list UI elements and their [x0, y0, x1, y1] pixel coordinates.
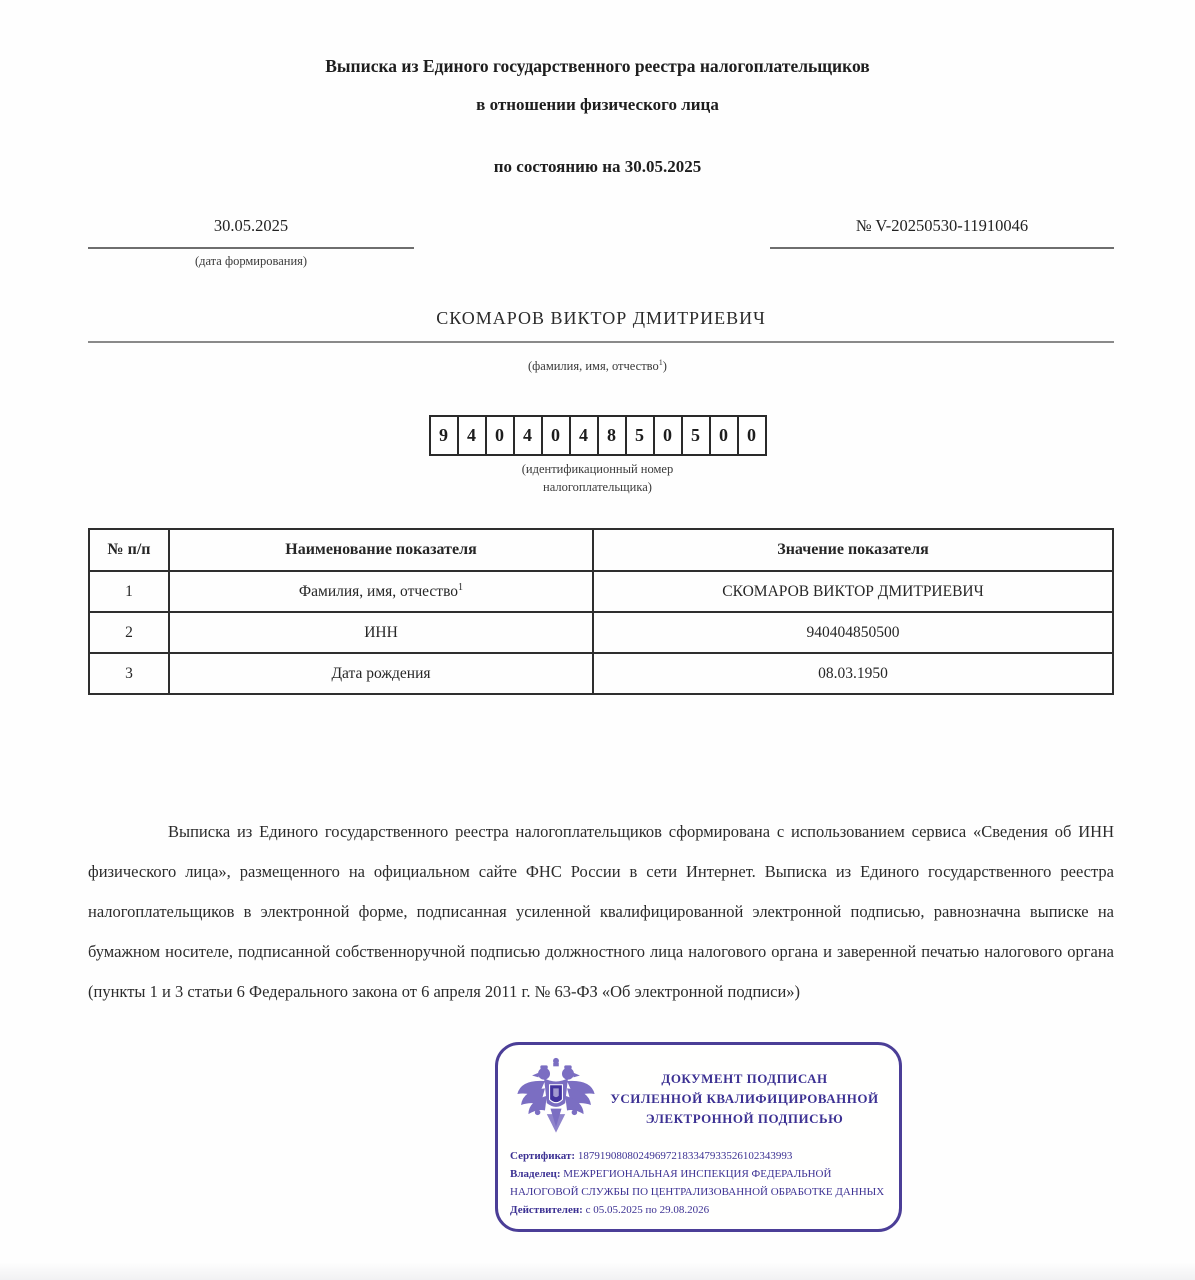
row-indicator-value: 08.03.1950 — [593, 653, 1113, 694]
header-indicator-value: Значение показателя — [593, 529, 1113, 571]
legal-disclaimer-paragraph: Выписка из Единого государственного реестра налогоплательщиков сформирована с использованием сервиса «Сведения об ИНН физического лица», размещенного на официальном сайте ФНС России в сети Интернет. Выписка из Единого государственного реестра налогоплательщиков в электронной форме, подписанная усиленной квалифицированной электронной подписью, равнозначна выписке на бумажном носителе, подписанной собственноручной подписью должностного лица налогового органа и заверенной печатью налогового органа (пункты 1 и 3 статьи 6 Федерального закона от 6 апреля 2011 г. № 63-ФЗ «Об электронной подписи») — [88, 822, 1114, 1001]
stamp-title-block — [602, 1069, 887, 1129]
russian-eagle-emblem-icon — [510, 1055, 602, 1143]
validity-line — [510, 1201, 887, 1219]
indicator-name-text: Фамилия, имя, отчество — [298, 583, 459, 601]
validity-value: с 05.05.2025 по 29.08.2026 — [585, 1204, 710, 1216]
inn-digit-cell: 4 — [569, 415, 599, 456]
table-row — [89, 571, 1113, 612]
inn-caption-line1: (идентификационный номер — [521, 462, 674, 476]
indicators-table — [88, 528, 1114, 695]
inn-digit-cell: 4 — [513, 415, 543, 456]
stamp-title-line2: УСИЛЕННОЙ КВАЛИФИЦИРОВАННОЙ — [610, 1091, 879, 1106]
inn-digit-cell: 4 — [457, 415, 487, 456]
validity-label: Действителен: — [510, 1204, 583, 1216]
table-header-row — [89, 529, 1113, 571]
taxpayer-full-name: СКОМАРОВ ВИКТОР ДМИТРИЕВИЧ — [88, 308, 1114, 343]
full-name-caption-text: (фамилия, имя, отчество — [528, 359, 659, 374]
inn-digit-cell: 0 — [541, 415, 571, 456]
inn-digit-cell: 5 — [625, 415, 655, 456]
inn-digit-cell: 0 — [737, 415, 767, 456]
owner-line — [510, 1165, 887, 1201]
row-indicator-name — [169, 571, 593, 612]
row-number: 2 — [89, 612, 169, 653]
inn-digit-boxes — [0, 415, 1195, 456]
certificate-line — [510, 1147, 887, 1165]
inn-digit-cell: 8 — [597, 415, 627, 456]
stamp-details — [510, 1147, 887, 1219]
inn-digit-cell: 9 — [429, 415, 459, 456]
stamp-title-line1: ДОКУМЕНТ ПОДПИСАН — [661, 1071, 828, 1086]
header-number: № п/п — [89, 529, 169, 571]
row-indicator-name — [169, 653, 593, 694]
header-indicator-name: Наименование показателя — [169, 529, 593, 571]
owner-value: МЕЖРЕГИОНАЛЬНАЯ ИНСПЕКЦИЯ ФЕДЕРАЛЬНОЙ НАЛОГОВОЙ СЛУЖБЫ ПО ЦЕНТРАЛИЗОВАННОЙ ОБРАБОТКЕ ДАННЫХ — [510, 1168, 885, 1198]
document-title-line2: в отношении физического лица — [476, 95, 719, 114]
formation-date-caption: (дата формирования) — [194, 254, 308, 268]
row-indicator-value: 940404850500 — [593, 612, 1113, 653]
certificate-value: 187919080802496972183347933526102343993 — [577, 1150, 793, 1162]
row-indicator-value: СКОМАРОВ ВИКТОР ДМИТРИЕВИЧ — [593, 571, 1113, 612]
stamp-title-line3: ЭЛЕКТРОННОЙ ПОДПИСЬЮ — [645, 1111, 844, 1126]
certificate-label: Сертификат: — [510, 1150, 576, 1162]
footnote-1-marker: 1 — [458, 581, 464, 593]
row-number: 3 — [89, 653, 169, 694]
full-name-caption-close: ) — [662, 359, 667, 374]
document-title-line1: Выписка из Единого государственного реестра налогоплательщиков — [325, 56, 870, 76]
page-bottom-shading — [0, 1262, 1195, 1280]
owner-label: Владелец: — [510, 1168, 561, 1180]
indicator-name-text: Дата рождения — [331, 665, 431, 683]
formation-date: 30.05.2025 — [88, 216, 414, 249]
as-of-date-line: по состоянию на 30.05.2025 — [493, 157, 702, 176]
electronic-signature-stamp — [495, 1042, 902, 1232]
inn-digit-cell: 0 — [709, 415, 739, 456]
table-row — [89, 653, 1113, 694]
inn-digit-cell: 5 — [681, 415, 711, 456]
document-number: № V-20250530-11910046 — [770, 216, 1114, 249]
footnote-1-marker: 1 — [658, 358, 663, 367]
row-indicator-name — [169, 612, 593, 653]
table-row — [89, 612, 1113, 653]
inn-digit-cell: 0 — [653, 415, 683, 456]
full-name-caption — [0, 358, 1195, 374]
indicator-name-text: ИНН — [364, 624, 398, 642]
row-number: 1 — [89, 571, 169, 612]
inn-digit-cell: 0 — [485, 415, 515, 456]
inn-caption-line2: налогоплательщика) — [543, 480, 652, 494]
stamp-header — [510, 1055, 887, 1143]
